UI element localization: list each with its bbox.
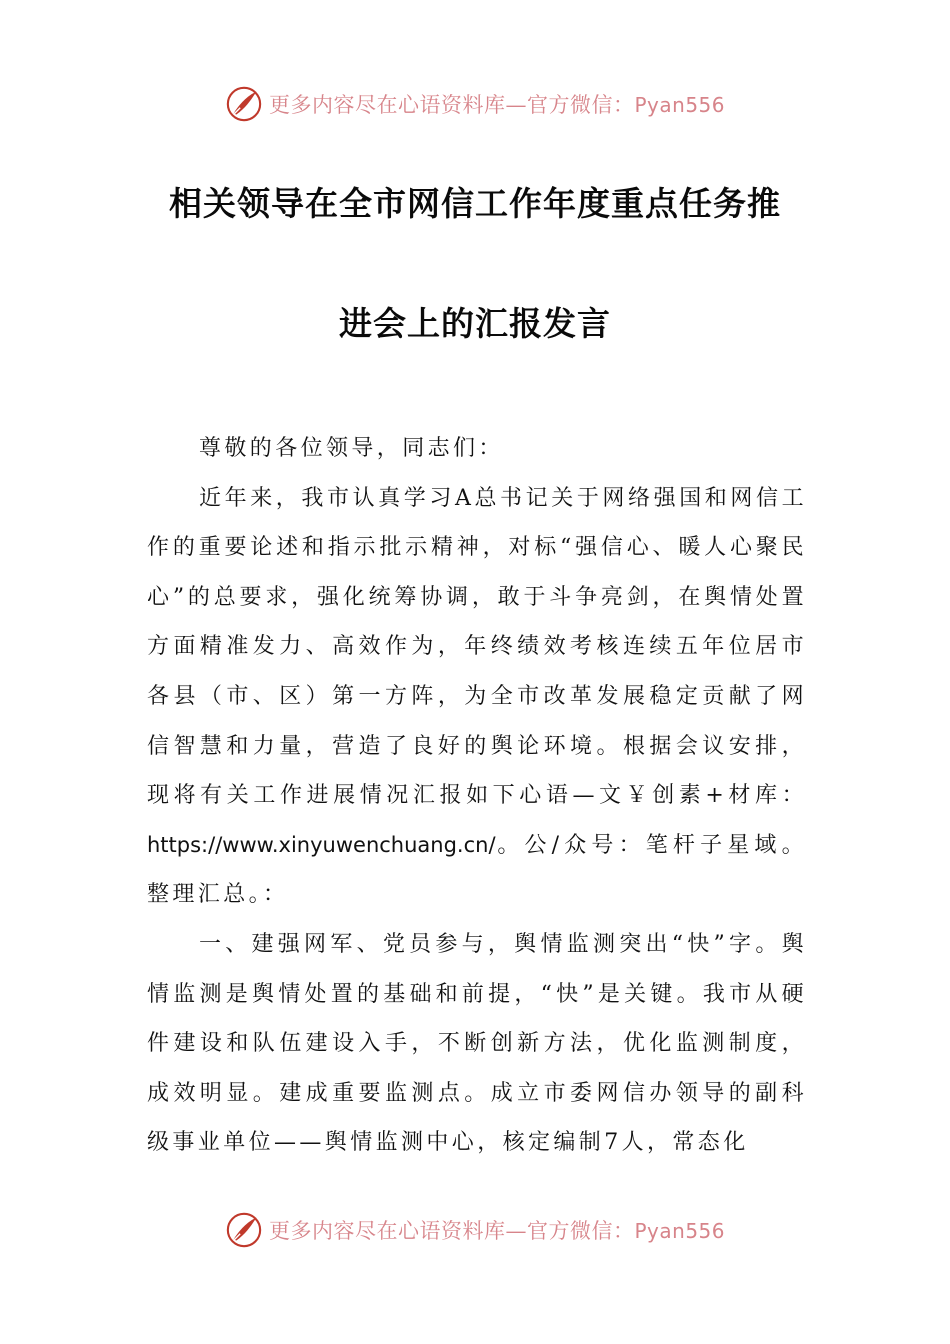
footer-watermark [0,1208,950,1252]
document-title-line2: 进会上的汇报发言 [339,304,611,343]
watermark-text [269,89,725,119]
wechat-id: Pyan556 [634,1219,725,1243]
website-link[interactable]: https://www.xinyuwenchuang.cn/ [147,832,496,857]
document-title-line1: 相关领导在全市网信工作年度重点任务推 [169,184,781,223]
header-watermark [0,82,950,126]
document-body [147,424,807,1168]
quill-logo-icon [225,85,263,123]
watermark-label: 更多内容尽在心语资料库—官方微信： [268,1219,635,1243]
paragraph-intro-text: 近年来，我市认真学习A总书记关于网络强国和网信工作的重要论述和指示批示精神，对标“强信心、暖人心聚民心”的总要求，强化统筹协调，敢于斗争亮剑，在舆情处置方面精准发力、高效作为，年终绩效考核连续五年位居市各县（市、区）第一方阵，为全市改革发展稳定贡献了网信智慧和力量，营造了良好的舆论环境。根据会议安排，现将有关工作进展情况汇报如下心语—文￥创素+材库： [147,485,807,809]
salutation: 尊敬的各位领导，同志们： [199,436,504,461]
watermark-label: 更多内容尽在心语资料库—官方微信： [268,93,635,117]
paragraph-intro [147,474,807,920]
quill-logo-icon [225,1211,263,1249]
paragraph-intro-tail: 。公/众号：笔杆子星域。整理汇总。： [147,832,807,908]
paragraph-section-one: 一、建强网军、党员参与，舆情监测突出“快”字。舆情监测是舆情处置的基础和前提，“快”是关键。我市从硬件建设和队伍建设入手，不断创新方法，优化监测制度，成效明显。建成重要监测点。成立市委网信办领导的副科级事业单位——舆情监测中心，核定编制7人，常态化 [147,931,807,1156]
watermark-text [269,1215,725,1245]
wechat-id: Pyan556 [634,93,725,117]
